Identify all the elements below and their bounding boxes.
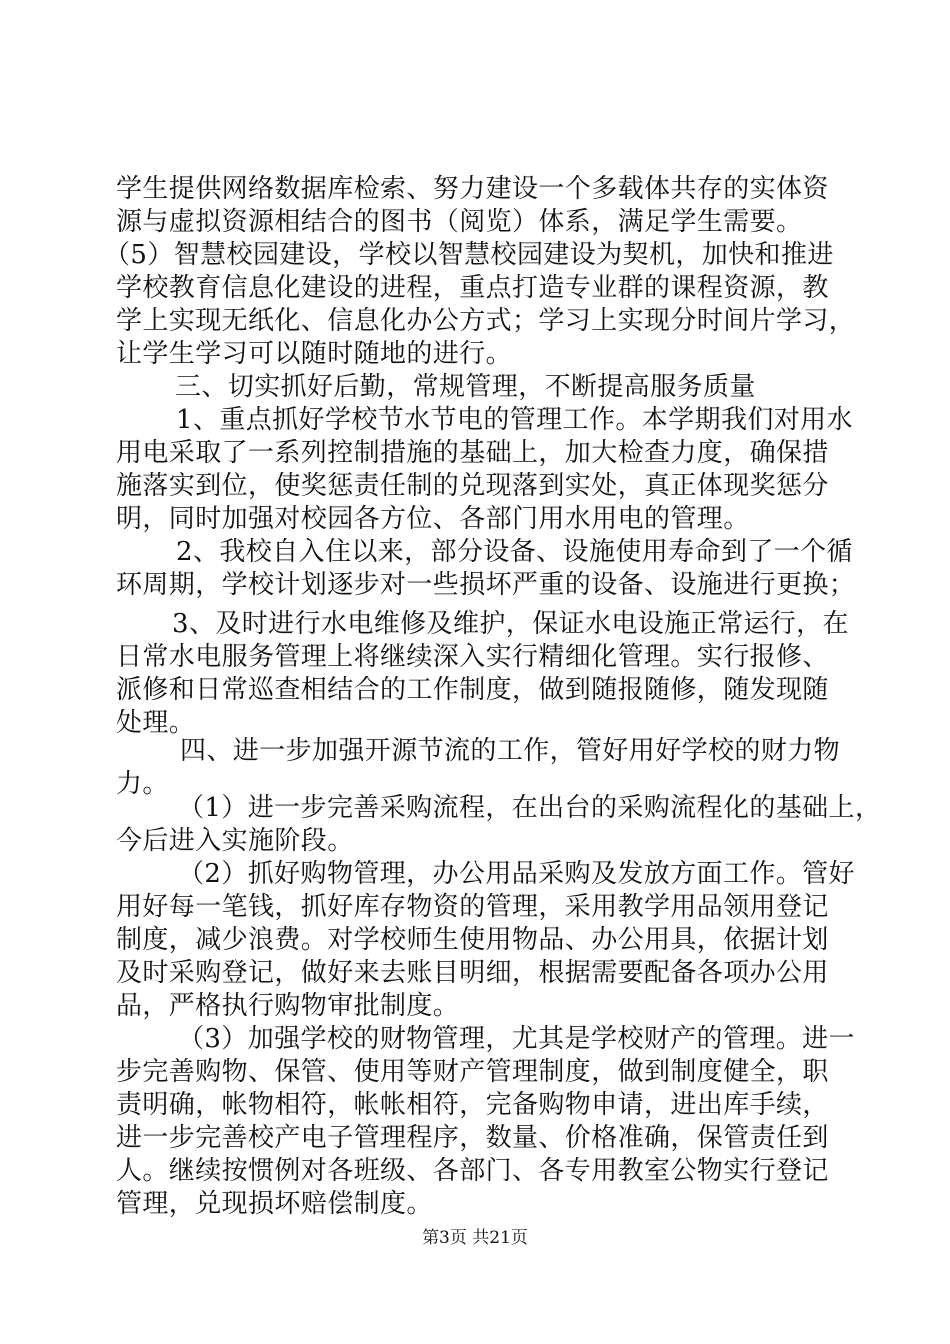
section-heading: 三、切实抓好后勤，常规管理，不断提高服务质量 xyxy=(175,372,756,402)
paragraph-line: 日常水电服务管理上将继续深入实行精细化管理。实行报修、 xyxy=(116,642,829,672)
paragraph-line: 3、及时进行水电维修及维护，保证水电设施正常运行，在 xyxy=(172,609,849,639)
paragraph-line: 2、我校自入住以来，部分设备、设施使用寿命到了一个循 xyxy=(176,537,853,567)
paragraph-line: 今后进入实施阶段。 xyxy=(116,826,354,856)
paragraph-line: 用好每一笔钱，抓好库存物资的管理，采用教学用品领用登记 xyxy=(116,892,829,922)
paragraph-line: 处理。 xyxy=(116,708,196,738)
paragraph-line: 派修和日常巡查相结合的工作制度，做到随报随修，随发现随 xyxy=(116,675,829,705)
paragraph-line: 品，严格执行购物审批制度。 xyxy=(116,991,460,1021)
paragraph-line: （5）智慧校园建设，学校以智慧校园建设为契机，加快和推进 xyxy=(104,240,834,270)
section-heading: 四、进一步加强开源节流的工作，管好用好学校的财力物 xyxy=(180,736,841,766)
paragraph-line: 1、重点抓好学校节水节电的管理工作。本学期我们对用水 xyxy=(176,405,853,435)
paragraph-line: 进一步完善校产电子管理程序，数量、价格准确，保管责任到 xyxy=(116,1123,829,1153)
paragraph-line: 环周期，学校计划逐步对一些损坏严重的设备、设施进行更换； xyxy=(116,570,856,600)
paragraph-line: 责明确，帐物相符，帐帐相符，完备购物申请，进出库手续， xyxy=(116,1090,829,1120)
paragraph-line: 用电采取了一系列控制措施的基础上，加大检查力度，确保措 xyxy=(116,438,829,468)
paragraph-line: 步完善购物、保管、使用等财产管理制度，做到制度健全，职 xyxy=(116,1057,829,1087)
paragraph-line: 学生提供网络数据库检索、努力建设一个多载体共存的实体资 xyxy=(116,174,829,204)
paragraph-line: 学上实现无纸化、信息化办公方式；学习上实现分时间片学习， xyxy=(116,306,856,336)
paragraph-line: 明，同时加强对校园各方位、各部门用水用电的管理。 xyxy=(116,504,750,534)
page-number-footer: 第3页 共21页 xyxy=(422,1228,528,1248)
paragraph-line: （2）抓好购物管理，办公用品采购及发放方面工作。管好 xyxy=(178,859,855,889)
paragraph-line: 制度，减少浪费。对学校师生使用物品、办公用具，依据计划 xyxy=(116,925,829,955)
paragraph-line: （3）加强学校的财物管理，尤其是学校财产的管理。进一 xyxy=(178,1024,855,1054)
paragraph-line: 让学生学习可以随时随地的进行。 xyxy=(116,339,513,369)
paragraph-line: 及时采购登记，做好来去账目明细，根据需要配备各项办公用 xyxy=(116,958,829,988)
paragraph-line: （1）进一步完善采购流程，在出台的采购流程化的基础上， xyxy=(178,793,882,823)
paragraph-line: 管理，兑现损坏赔偿制度。 xyxy=(116,1189,433,1219)
paragraph-line: 力。 xyxy=(116,769,169,799)
paragraph-line: 学校教育信息化建设的进程，重点打造专业群的课程资源，教 xyxy=(116,273,829,303)
paragraph-line: 源与虚拟资源相结合的图书（阅览）体系，满足学生需要。 xyxy=(116,207,803,237)
paragraph-line: 施落实到位，使奖惩责任制的兑现落到实处，真正体现奖惩分 xyxy=(116,471,829,501)
paragraph-line: 人。继续按惯例对各班级、各部门、各专用教室公物实行登记 xyxy=(116,1156,829,1186)
